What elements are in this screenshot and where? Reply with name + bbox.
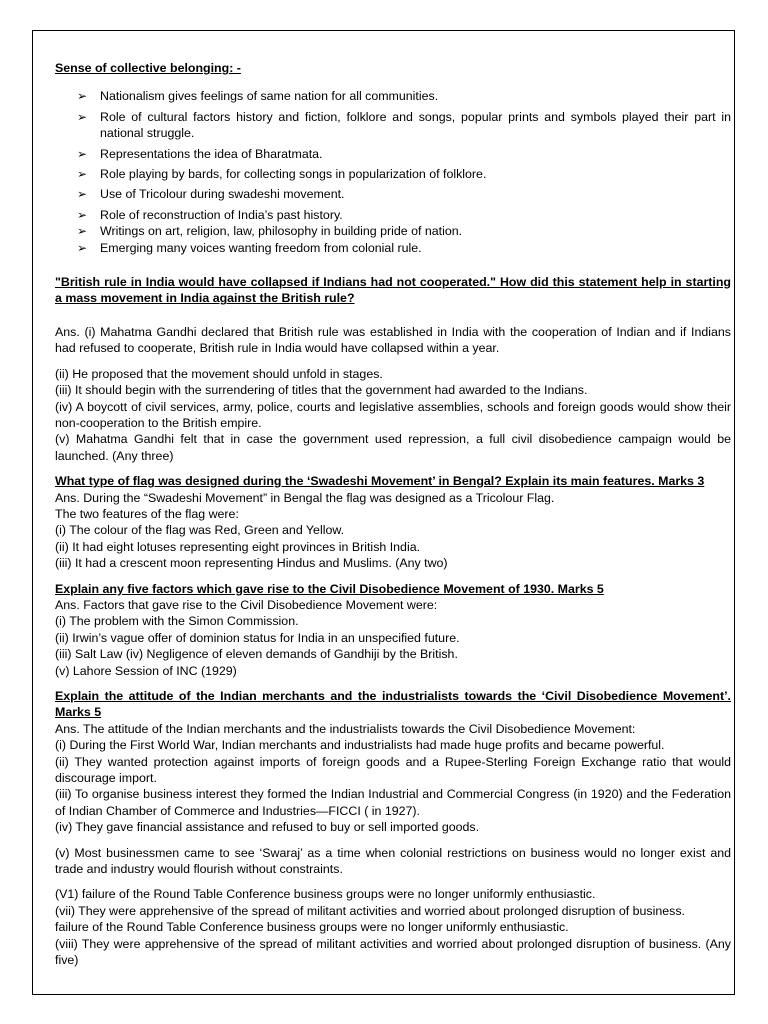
answer-line: (iii) To organise business interest they formed the Indian Industrial and Commercial Congress (in 1920) and the Federation of Indian Chamber of Commerce and Industries—FICCI ( in 1927). xyxy=(55,787,731,818)
answer-line: (vii) They were apprehensive of the spread of militant activities and worried about prolonged disruption of business. xyxy=(55,903,685,918)
arrow-bullet-icon: ➢ xyxy=(77,109,88,124)
answer-line: (i) During the First World War, Indian merchants and industrialists had made huge profits and became powerful. xyxy=(55,738,665,753)
answer-line: (v) Lahore Session of INC (1929) xyxy=(55,663,237,678)
question-heading-swadeshi-flag: What type of flag was designed during the ‘Swadeshi Movement’ in Bengal? Explain its main features. Marks 3 xyxy=(55,474,705,489)
answer-line: (iii) Salt Law (iv) Negligence of eleven demands of Gandhiji by the British. xyxy=(55,647,458,662)
bullet-list xyxy=(55,88,731,256)
list-item: ➢ Writings on art, religion, law, philosophy in building pride of nation. xyxy=(77,224,463,239)
question-heading-civil-disobedience-factors: Explain any five factors which gave rise to the Civil Disobedience Movement of 1930. Marks 5 xyxy=(55,581,604,596)
answer-line: (i) The problem with the Simon Commission. xyxy=(55,614,299,629)
answer-line: Ans. During the “Swadeshi Movement” in Bengal the flag was designed as a Tricolour Flag. xyxy=(55,490,555,505)
answer-line: (viii) They were apprehensive of the spread of militant activities and worried about prolonged disruption of business. (Any five) xyxy=(55,936,731,968)
list-item: ➢ Role of reconstruction of India’s past history. xyxy=(77,207,343,222)
list-item: ➢ Emerging many voices wanting freedom from colonial rule. xyxy=(77,240,422,255)
answer-line: (ii) They wanted protection against imports of foreign goods and a Rupee-Sterling Foreign Exchange ratio that would discourage import. xyxy=(55,754,731,786)
section-heading-collective-belonging: Sense of collective belonging: - xyxy=(55,61,241,75)
question-heading-merchants-attitude: Explain the attitude of the Indian merchants and the industrialists towards the ‘Civil Disobedience Movement’. Marks 5 xyxy=(55,689,731,720)
arrow-bullet-icon: ➢ xyxy=(77,146,88,161)
answer-line: (iv) A boycott of civil services, army, police, courts and legislative assemblies, schools and foreign goods would show their non-cooperation to the British empire. xyxy=(55,399,731,430)
answer-line: (i) The colour of the flag was Red, Green and Yellow. xyxy=(55,523,345,538)
arrow-bullet-icon: ➢ xyxy=(77,167,88,182)
answer-line: (iii) It should begin with the surrendering of titles that the government had awarded to the Indians. xyxy=(55,383,588,398)
list-item: ➢ Role playing by bards, for collecting songs in popularization of folklore. xyxy=(77,167,487,182)
answer-paragraph: (v) Most businessmen came to see ‘Swaraj’ as a time when colonial restrictions on business would no longer exist and trade and industry would flourish without constraints. xyxy=(55,845,731,877)
answer-line: (ii) It had eight lotuses representing eight provinces in British India. xyxy=(55,539,421,554)
answer-line: The two features of the flag were: xyxy=(55,506,239,521)
answer-line: Ans. The attitude of the Indian merchants and the industrialists towards the Civil Disobedience Movement: xyxy=(55,721,636,736)
document-body xyxy=(55,60,731,969)
list-item: ➢ Representations the idea of Bharatmata. xyxy=(77,146,323,161)
answer-line: (ii) Irwin’s vague offer of dominion status for India in an unspecified future. xyxy=(55,630,460,645)
arrow-bullet-icon: ➢ xyxy=(77,187,88,202)
answer-line: (ii) He proposed that the movement should unfold in stages. xyxy=(55,366,383,381)
answer-line: (V1) failure of the Round Table Conference business groups were no longer uniformly enthusiastic. xyxy=(55,887,596,902)
arrow-bullet-icon: ➢ xyxy=(77,89,88,104)
answer-line: failure of the Round Table Conference business groups were no longer uniformly enthusiastic. xyxy=(55,920,569,935)
answer-line: (v) Mahatma Gandhi felt that in case the government used repression, a full civil disobedience campaign would be launched. (Any three) xyxy=(55,432,731,463)
question-heading-british-rule: "British rule in India would have collapsed if Indians had not cooperated." How did this statement help in starting a mass movement in India against the British rule? xyxy=(55,275,731,306)
arrow-bullet-icon: ➢ xyxy=(77,207,88,222)
answer-line: (iii) It had a crescent moon representing Hindus and Muslims. (Any two) xyxy=(55,556,448,571)
arrow-bullet-icon: ➢ xyxy=(77,240,88,255)
answer-line: (iv) They gave financial assistance and refused to buy or sell imported goods. xyxy=(55,820,480,835)
answer-paragraph: Ans. (i) Mahatma Gandhi declared that British rule was established in India with the cooperation of Indian and if Indians had refused to cooperate, British rule in India would have collapsed within a year. xyxy=(55,324,731,356)
list-item: ➢ Role of cultural factors history and fiction, folklore and songs, popular prints and symbols played their part in national struggle. xyxy=(77,109,731,141)
list-item: ➢ Use of Tricolour during swadeshi movement. xyxy=(77,187,345,202)
arrow-bullet-icon: ➢ xyxy=(77,224,88,239)
list-item: ➢ Nationalism gives feelings of same nation for all communities. xyxy=(77,89,439,104)
answer-line: Ans. Factors that gave rise to the Civil Disobedience Movement were: xyxy=(55,597,438,612)
